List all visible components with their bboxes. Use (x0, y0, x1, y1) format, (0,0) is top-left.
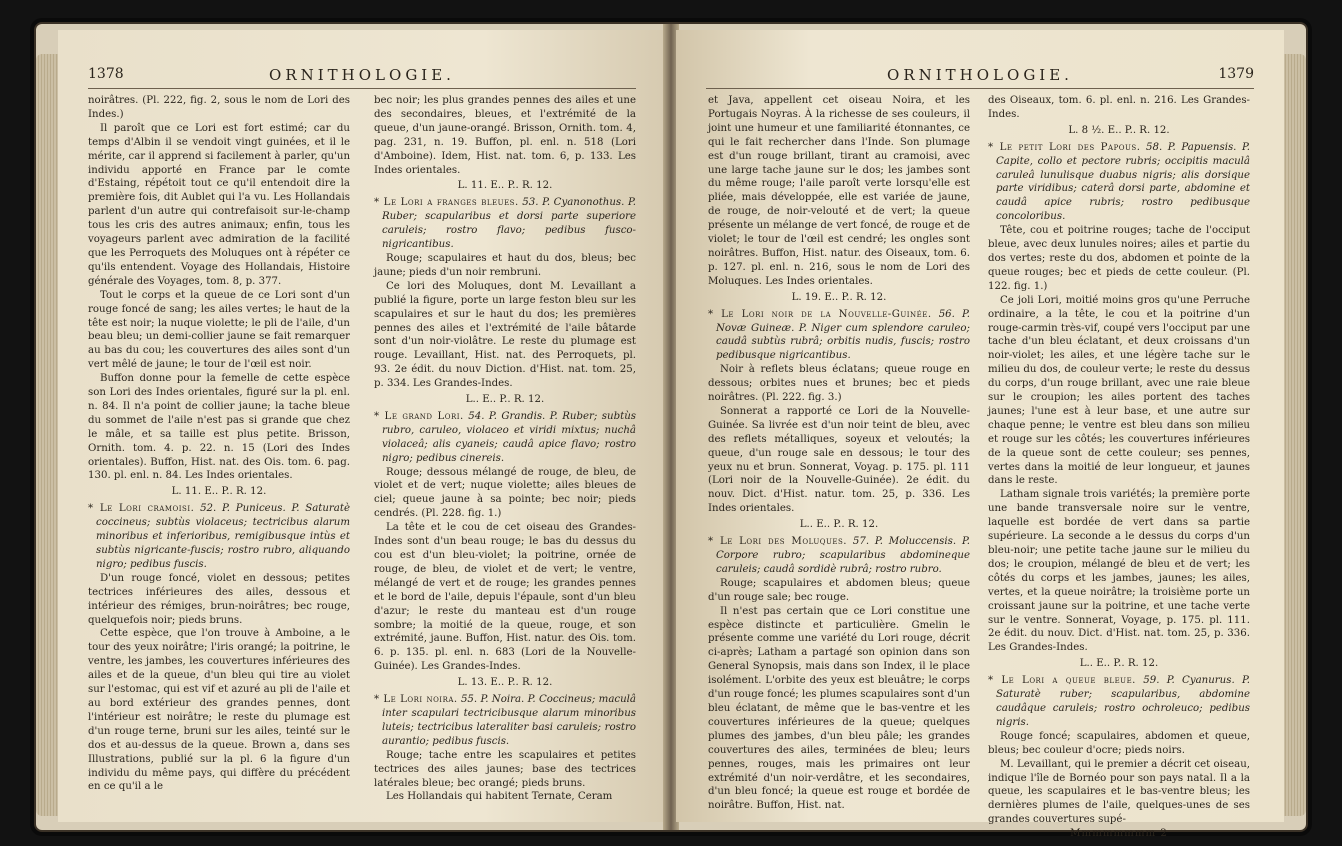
species-diagnosis: 59. P. Cyanurus. P. Saturatè ruber; scapularibus, abdomine caudâque caruleis; rostro ochroleuco; pedibus nigris. (996, 675, 1250, 728)
right-running-title: ORNITHOLOGIE. (887, 66, 1073, 84)
body-paragraph: Il paroît que ce Lori est fort estimé; car du temps d'Albin il se vendoit vingt guinées, et il le mérite, car il apprend si facilement à parler, qu'un individu apporté en France par le comte d'Estaing, répétoit tout ce qu'il entendoit dire la première fois, dit Aublet qui l'a vu. Les Hollandais parlent d'un autre qui contrefaisoit sur-le-champ tous les cris des autres animaux; enfin, tous les voyageurs parlent avec admiration de la facilité que les Perroquets des Moluques ont à répéter ce qu'ils entendent. Voyage des Hollandais, Histoire générale des Voyages, tom. 8, p. 377. (88, 122, 350, 287)
left-column-2 (374, 94, 636, 816)
left-page-number: 1378 (88, 66, 124, 82)
left-page (58, 30, 666, 822)
body-paragraph: Ce joli Lori, moitié moins gros qu'une Perruche ordinaire, a la tête, le cou et la poitrine d'un rouge-carmin très-vif, coupé vers l'occiput par une tache d'un bleu éclatant, et deux croissans d'un noir-violet; les ailes, et une légère tache sur le milieu du dos, de couleur verte; le reste du dessus du corps, d'un rouge brillant, avec une raie bleue sur le croupion; les ailes portent des taches jaunes; l'une est à leur base, et une autre sur chaque penne; le ventre est bleu dans son milieu et rouge sur les côtés; les couvertures inférieures de la queue sont de cette couleur; ses pennes, vertes dans la moitié de leur longueur, et jaunes dans le reste. (988, 294, 1250, 487)
measurement-line: L. 8 ½. E.. P.. R. 12. (1068, 124, 1170, 136)
body-paragraph: Il n'est pas certain que ce Lori constitue une espèce distincte et particulière. Gmelin le présente comme une variété du Lori rouge, décrit ci-après; Latham a partagé son opinion dans son General Synopsis, mais dans son Index, il le place isolément. L'orbite des yeux est bleuâtre; le corps d'un rouge foncé; les plumes scapulaires sont d'un bleu éclatant, de même que le bas-ventre et les couvertures inférieures de la queue; quelques plumes des jambes, d'un bleu pâle; les grandes couvertures des ailes, terminées de bleu; leurs pennes, rouges, mais les primaires ont leur extrémité d'un noir-verdâtre, et les secondaires, d'un bleu foncé; la queue est rouge et bordée de noirâtre. Buffon, Hist. nat. (708, 605, 970, 812)
body-paragraph: Tout le corps et la queue de ce Lori sont d'un rouge foncé de sang; les ailes vertes; le haut de la tête est noir; la nuque violette; le pli de l'aile, d'un beau bleu; un demi-collier jaune se fait remarquer au bas du cou; les couvertures des ailes sont d'un vert mêlé de jaune; le tour de l'œil est noir. (88, 289, 350, 371)
species-entry (374, 196, 636, 252)
measurement-line: L. 19. E.. P.. R. 12. (791, 291, 887, 303)
body-paragraph: des Oiseaux, tom. 6. pl. enl. n. 216. Les Grandes-Indes. (988, 95, 1250, 120)
species-heading: * Le Lori noir de la Nouvelle-Guinée. (708, 308, 932, 320)
body-paragraph: Rouge; scapulaires et abdomen bleus; queue d'un rouge sale; bec rouge. (708, 577, 970, 603)
body-paragraph: Buffon donne pour la femelle de cette espèce son Lori des Indes orientales, figuré sur la pl. enl. n. 84. Il n'a point de collier jaune; la tache bleue du sommet de l'aile n'est pas si grande que chez le mâle, et sa taille est plus petite. Brisson, Ornith. tom. 4. p. 22. n. 15 (Lori des Indes orientales). Buffon, Hist. nat. des Ois. tom. 6. pag. 130. pl. enl. n. 84. Les Indes orientales. (88, 373, 350, 482)
body-paragraph: D'un rouge foncé, violet en dessous; petites tectrices inférieures des ailes, dessous et intérieur des rémiges, brun-noirâtres; bec rouge, quelquefois noir; pieds bruns. (88, 572, 350, 626)
species-heading: * Le grand Lori. (374, 410, 464, 422)
measurement-line: L. 11. E.. P.. R. 12. (171, 486, 267, 498)
body-paragraph: M. Levaillant, qui le premier a décrit cet oiseau, indique l'île de Bornéo pour son pays natal. Il a la queue, les scapulaires et le bas-ventre bleus; les dernières plumes de l'aile, quelques-unes de ses grandes couvertures supé- (988, 758, 1250, 826)
body-paragraph: Les Hollandais qui habitent Ternate, Ceram (386, 791, 613, 803)
species-diagnosis: 58. P. Papuensis. P. Capite, collo et pectore rubris; occipitis maculâ caruleâ lunulisque duabus nigris; alis dorsique parte viridibus; caterâ dorsi parte, abdomine et caudâ apice rubris; rostro pedibusque concoloribus. (996, 141, 1250, 223)
body-paragraph: La tête et le cou de cet oiseau des Grandes-Indes sont d'un beau rouge; le bas du dessus du cou est d'un bleu-violet; la poitrine, ornée de rouge, de bleu, de violet et de vert; le ventre, mélangé de vert et de rouge; les grandes pennes et le bord de l'aile, depuis l'épaule, sont d'un bleu d'azur; le reste du manteau est d'un rouge sombre; la moitié de la queue, rouge, et son extrémité, jaune. Buffon, Hist. natur. des Ois. tom. 6. p. 135. pl. enl. n. 683 (Lori de la Nouvelle-Guinée). Les Grandes-Indes. (374, 522, 636, 673)
body-paragraph: Rouge; scapulaires et haut du dos, bleus; bec jaune; pieds d'un noir rembruni. (374, 252, 636, 278)
body-paragraph: Sonnerat a rapporté ce Lori de la Nouvelle-Guinée. Sa livrée est d'un noir teint de bleu, avec des reflets métalliques, soyeux et veloutés; la queue, d'un rouge sale en dessous; le tour des yeux nu et brun. Sonnerat, Voyag. p. 175. pl. 111 (Lori noir de la Nouvelle-Guinée). 2e édit. du nouv. Dict. d'Hist. natur. tom. 25, p. 336. Les Indes orientales. (708, 405, 970, 515)
right-column-1 (708, 94, 970, 816)
measurement-line: L.. E.. P.. R. 12. (465, 394, 545, 406)
body-paragraph: Latham signale trois variétés; la première porte une bande transversale noire sur le ventre, laquelle est bordée de vert dans sa partie supérieure. La seconde a le dessus du corps d'un bleu-noir; une petite tache jaune sur le milieu du dos; le croupion, mélangé de bleu et de vert; les côtés du corps et les jambes, jaunes; les ailes, vertes, et la queue noirâtre; la troisième porte un croissant jaune sur la poitrine, et une tache verte sur le ventre. Sonnerat, Voyage, p. 175. pl. 111. 2e édit. du nouv. Dict. d'Hist. nat. tom. 25, p. 336. Les Grandes-Indes. (988, 489, 1250, 654)
species-diagnosis: 57. P. Moluccensis. P. Corpore rubro; scapularibus abdomineque caruleis; caudâ sordidè rubrâ; rostro rubro. (716, 536, 970, 575)
species-entry (374, 693, 636, 749)
right-page-number: 1379 (1218, 66, 1254, 82)
species-diagnosis: 56. P. Novæ Guineæ. P. Niger cum splendore caruleo; caudâ subtùs rubrâ; orbitis nudis, fuscis; rostro pedibusque nigricantibus. (716, 308, 970, 362)
species-diagnosis: 54. P. Grandis. P. Ruber; subtùs rubro, caruleo, violaceo et viridi mixtus; nuchâ violaceâ; alis cyaneis; caudâ apice flavo; rostro nigro; pedibus cinereis. (382, 410, 636, 464)
species-entry (88, 502, 350, 572)
body-paragraph: Ce lori des Moluques, dont M. Levaillant a publié la figure, porte un large feston bleu sur les scapulaires et sur le haut du dos; les premières pennes des ailes et l'extrémité de l'aile bâtarde sont d'un noir-violâtre. Le reste du plumage est rouge. Levaillant, Hist. nat. des Perroquets, pl. 93. 2e édit. du nouv Diction. d'Hist. nat. tom. 25, p. 334. Les Grandes-Indes. (374, 280, 636, 390)
left-running-head (88, 66, 636, 86)
body-paragraph: Rouge foncé; scapulaires, abdomen et queue, bleus; bec couleur d'ocre; pieds noirs. (988, 730, 1250, 756)
open-book (36, 24, 1306, 840)
body-paragraph: noirâtres. (Pl. 222, fig. 2, sous le nom de Lori des Indes.) (88, 95, 350, 120)
species-entry (708, 308, 970, 364)
body-paragraph: Rouge; dessous mélangé de rouge, de bleu, de violet et de vert; nuque violette; ailes bleues de ciel; queue jaune à sa pointe; bec noir; pieds cendrés. (Pl. 228. fig. 1.) (374, 466, 636, 520)
right-header-rule (706, 88, 1254, 89)
left-header-rule (88, 88, 636, 89)
signature-mark: Mmmmmmmm 2 (1070, 828, 1168, 840)
species-heading: * Le petit Lori des Papous. (988, 141, 1141, 153)
species-entry (708, 535, 970, 577)
species-diagnosis: 53. P. Cyanonothus. P. Ruber; scapularibus et dorsi parte superiore caruleis; rostro flavo; pedibus fusco-nigricantibus. (382, 197, 636, 251)
species-heading: * Le Lori des Moluques. (708, 536, 848, 548)
species-entry (988, 674, 1250, 730)
left-column-1 (88, 94, 350, 816)
species-heading: * Le Lori a franges bleues. (374, 197, 519, 209)
measurement-line: L. 11. E.. P.. R. 12. (457, 180, 553, 192)
right-page (676, 30, 1284, 840)
body-paragraph: et Java, appellent cet oiseau Noira, et les Portugais Noyras. À la richesse de ses couleurs, il joint une humeur et une familiarité étonnantes, ce qui le fait rechercher dans l'Inde. Son plumage est d'un rouge brillant, tirant au cramoisi, avec une large tache jaune sur le dos; les jambes sont du même rouge; l'aile paroît verte lorsqu'elle est pliée, mais développée, elle est variée de jaune, de rouge, de noir-velouté et de vert; la queue présente un mélange de vert foncé, de rouge et de violet; le tour de l'œil est cendré; les ongles sont noirâtres. Buffon, Hist. natur. des Oiseaux, tom. 6. p. 127. pl. enl. n. 216, sous le nom de Lori des Moluques. Les Indes orientales. (708, 95, 970, 287)
species-heading: * Le Lori noira. (374, 694, 458, 706)
body-paragraph: Rouge; tache entre les scapulaires et petites tectrices des ailes jaunes; base des tectrices latérales bleue; bec orangé; pieds bruns. (374, 749, 636, 789)
body-paragraph: bec noir; les plus grandes pennes des ailes et une des secondaires, bleues, et l'extrémité de la queue, d'un jaune-orangé. Brisson, Ornith. tom. 4, pag. 231, n. 19. Buffon, pl. enl. n. 518 (Lori d'Amboine). Idem, Hist. nat. tom. 6, p. 133. Les Indes orientales. (374, 95, 636, 176)
species-entry (988, 141, 1250, 224)
body-paragraph: Cette espèce, que l'on trouve à Amboine, a le tour des yeux noirâtre; l'iris orangé; la poitrine, le ventre, les jambes, les couvertures inférieures des ailes et de la queue, d'un bleu qui tire au violet sur l'estomac, qui est vif et azuré au pli de l'aile et au bord extérieur des grandes pennes, dont l'intérieur est noirâtre; le reste du plumage est d'un rouge terne, bruni sur les ailes, teinté sur le dos et au-dessus de la queue. Brown a, dans ses Illustrations, publié sur la pl. 6 la figure d'un individu du même pays, qui diffère du précédent en ce qu'il a le (88, 628, 350, 793)
species-diagnosis: 52. P. Puniceus. P. Saturatè coccineus; subtùs violaceus; tectricibus alarum minoribus et inferioribus, remigibusque intùs et subtùs nigricante-fuscis; rostro rubro, aliquando nigro; pedibus fuscis. (96, 503, 350, 570)
species-heading: * Le Lori cramoisi. (88, 503, 195, 515)
right-column-2 (988, 94, 1250, 840)
body-paragraph: Noir à reflets bleus éclatans; queue rouge en dessous; orbites nues et brunes; bec et pieds noirâtres. (Pl. 222. fig. 3.) (708, 364, 970, 404)
measurement-line: L. 13. E.. P.. R. 12. (457, 677, 553, 689)
species-heading: * Le Lori a queue bleue. (988, 675, 1136, 687)
left-running-title: ORNITHOLOGIE. (269, 66, 455, 84)
body-paragraph: Tête, cou et poitrine rouges; tache de l'occiput bleue, avec deux lunules noires; ailes et partie du dos vertes; reste du dos, abdomen et pointe de la queue rouges; bec et pieds de cette couleur. (Pl. 122. fig. 1.) (988, 225, 1250, 292)
right-running-head (706, 66, 1254, 86)
species-entry (374, 410, 636, 466)
measurement-line: L.. E.. P.. R. 12. (1079, 658, 1159, 670)
species-diagnosis: 55. P. Noira. P. Coccineus; maculâ inter scapulari tectricibusque alarum minoribus luteis; tectricibus lateraliter basi caruleis; rostro aurantio; pedibus fuscis. (382, 694, 636, 747)
measurement-line: L.. E.. P.. R. 12. (799, 519, 879, 531)
